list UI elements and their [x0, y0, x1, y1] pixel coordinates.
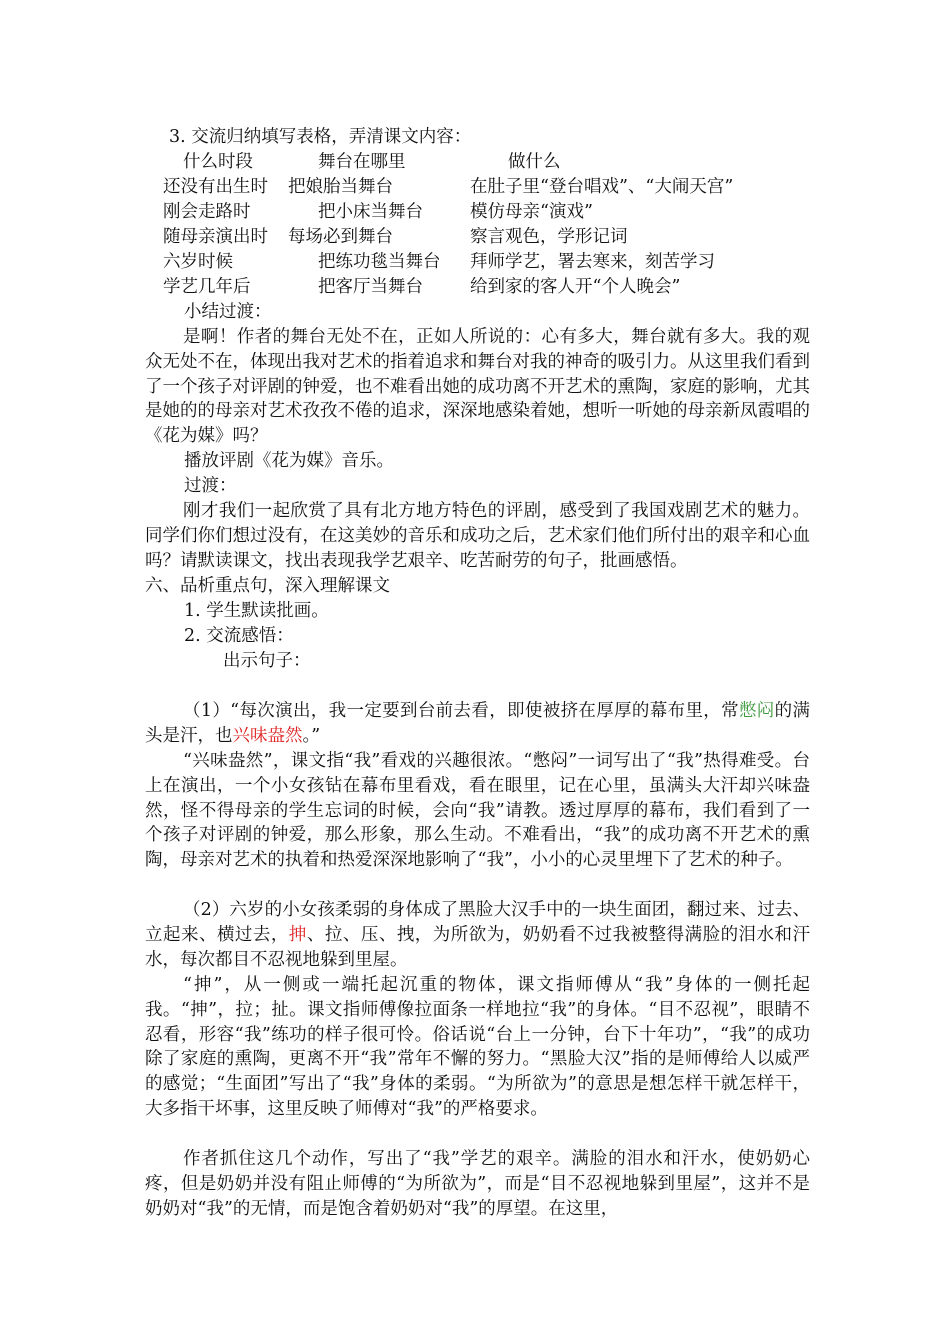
- play-music-line: 播放评剧《花为媒》音乐。: [184, 451, 394, 471]
- table-cell: 随母亲演出时: [163, 227, 268, 247]
- table-cell: 把娘胎当舞台: [288, 177, 393, 197]
- transition-label: 过渡：: [184, 476, 237, 496]
- sentence-2-text: （2）六岁的小女孩柔弱的身体成了黑脸大汉手中的一块生面团，翻过来、过去、立起来、横过去，: [145, 900, 810, 945]
- analysis-2-text: “抻”，从一侧或一端托起沉重的物体，课文指师傅从“我”身体的一侧托起我。“抻”，拉；扯。课文指师傅像拉面条一样地拉“我”的身体。“目不忍视”，眼睛不忍看，形容“我”练功的样子很可怜。俗话说“台上一分钟，台下十年功”，“我”的成功除了家庭的熏陶，更离不开“我”常年不懈的努力。“黑脸大汉”指的是师傅给人以威严的感觉；“生面团”写出了“我”身体的柔弱。“为所欲为”的意思是想怎样干就怎样干，大多指干坏事，这里反映了师傅对“我”的严格要求。: [145, 975, 810, 1119]
- sentence-1-paragraph: [145, 699, 810, 749]
- summary-paragraph: [145, 325, 810, 449]
- sentence-1-highlight-red: 兴味盎然: [232, 725, 303, 746]
- sentence-2-paragraph: [145, 898, 810, 972]
- table-header-period: 什么时段: [183, 152, 253, 172]
- step-1: 1. 学生默读批画。: [184, 601, 329, 621]
- table-cell: 刚会走路时: [163, 202, 251, 222]
- table-cell: 还没有出生时: [163, 177, 268, 197]
- analysis-1-paragraph: [145, 749, 810, 873]
- section-6-heading: 六、品析重点句，深入理解课文: [145, 576, 390, 596]
- sentence-1-text: （1）“每次演出，我一定要到台前去看，即使被挤在厚厚的幕布里，常: [183, 701, 739, 721]
- analysis-3-text: 作者抓住这几个动作，写出了“我”学艺的艰辛。满脸的泪水和汗水，使奶奶心疼，但是奶奶并没有阻止师傅的“为所欲为”，而是“目不忍视地躲到里屋”，这并不是奶奶对“我”的无情，而是饱含着奶奶对“我”的厚望。在这里，: [145, 1149, 810, 1219]
- transition-text: 刚才我们一起欣赏了具有北方地方特色的评剧，感受到了我国戏剧艺术的魅力。同学们你们想过没有，在这美妙的音乐和成功之后，艺术家们他们所付出的艰辛和心血吗？请默读课文，找出表现我学艺艰辛、吃苦耐劳的句子，批画感悟。: [145, 501, 810, 571]
- table-cell: 把客厅当舞台: [318, 277, 423, 297]
- analysis-3-paragraph: [145, 1147, 810, 1221]
- analysis-2-paragraph: [145, 973, 810, 1122]
- table-header-activity: 做什么: [508, 152, 561, 172]
- table-cell: 拜师学艺，署去寒来，刻苦学习: [470, 252, 715, 272]
- table-cell: 把练功毯当舞台: [318, 252, 441, 272]
- show-sentences-label: 出示句子：: [223, 651, 311, 671]
- sentence-1-text-cont: 的满头是汗，也: [145, 701, 810, 746]
- sentence-1-highlight-green: 憋闷: [738, 701, 775, 721]
- section-3-heading: 3. 交流归纳填写表格，弄清课文内容：: [169, 127, 472, 147]
- sentence-2-text-cont: 、拉、压、拽，为所欲为，奶奶看不过我被整得满脸的泪水和汗水，每次都目不忍视地躲到里屋。: [145, 924, 811, 970]
- table-cell: 学艺几年后: [163, 277, 251, 297]
- table-cell: 六岁时候: [163, 252, 233, 272]
- table-header-stage: 舞台在哪里: [318, 152, 406, 172]
- table-cell: 在肚子里“登台唱戏”、“大闹天宫”: [470, 177, 734, 197]
- summary-label: 小结过渡：: [184, 302, 272, 322]
- step-2: 2. 交流感悟：: [184, 626, 294, 646]
- sentence-1-text-end: 。”: [302, 725, 321, 746]
- transition-paragraph: [145, 499, 810, 573]
- table-cell: 把小床当舞台: [318, 202, 423, 222]
- analysis-1-text: “兴味盎然”，课文指“我”看戏的兴趣很浓。“憋闷”一词写出了“我”热得难受。台上在演出，一个小女孩钻在幕布里看戏，看在眼里，记在心里，虽满头大汗却兴味盎然，怪不得母亲的学生忘词的时候，会向“我”请教。透过厚厚的幕布，我们看到了一个孩子对评剧的钟爱，那么形象，那么生动。不难看出，“我”的成功离不开艺术的熏陶，母亲对艺术的执着和热爱深深地影响了“我”，小小的心灵里埋下了艺术的种子。: [145, 751, 810, 871]
- table-cell: 每场必到舞台: [288, 227, 393, 247]
- summary-text: 是啊！作者的舞台无处不在，正如人所说的：心有多大，舞台就有多大。我的观众无处不在，体现出我对艺术的指着追求和舞台对我的神奇的吸引力。从这里我们看到了一个孩子对评剧的钟爱，也不难看出她的成功离不开艺术的熏陶，家庭的影响，尤其是她的的母亲对艺术孜孜不倦的追求，深深地感染着她，想听一听她的母亲新凤霞唱的《花为媒》吗？: [145, 327, 810, 447]
- table-cell: 模仿母亲“演戏”: [470, 202, 593, 222]
- sentence-2-highlight-red: 抻: [288, 924, 307, 945]
- table-cell: 察言观色，学形记词: [470, 227, 628, 247]
- table-cell: 给到家的客人开“个人晚会”: [470, 277, 681, 297]
